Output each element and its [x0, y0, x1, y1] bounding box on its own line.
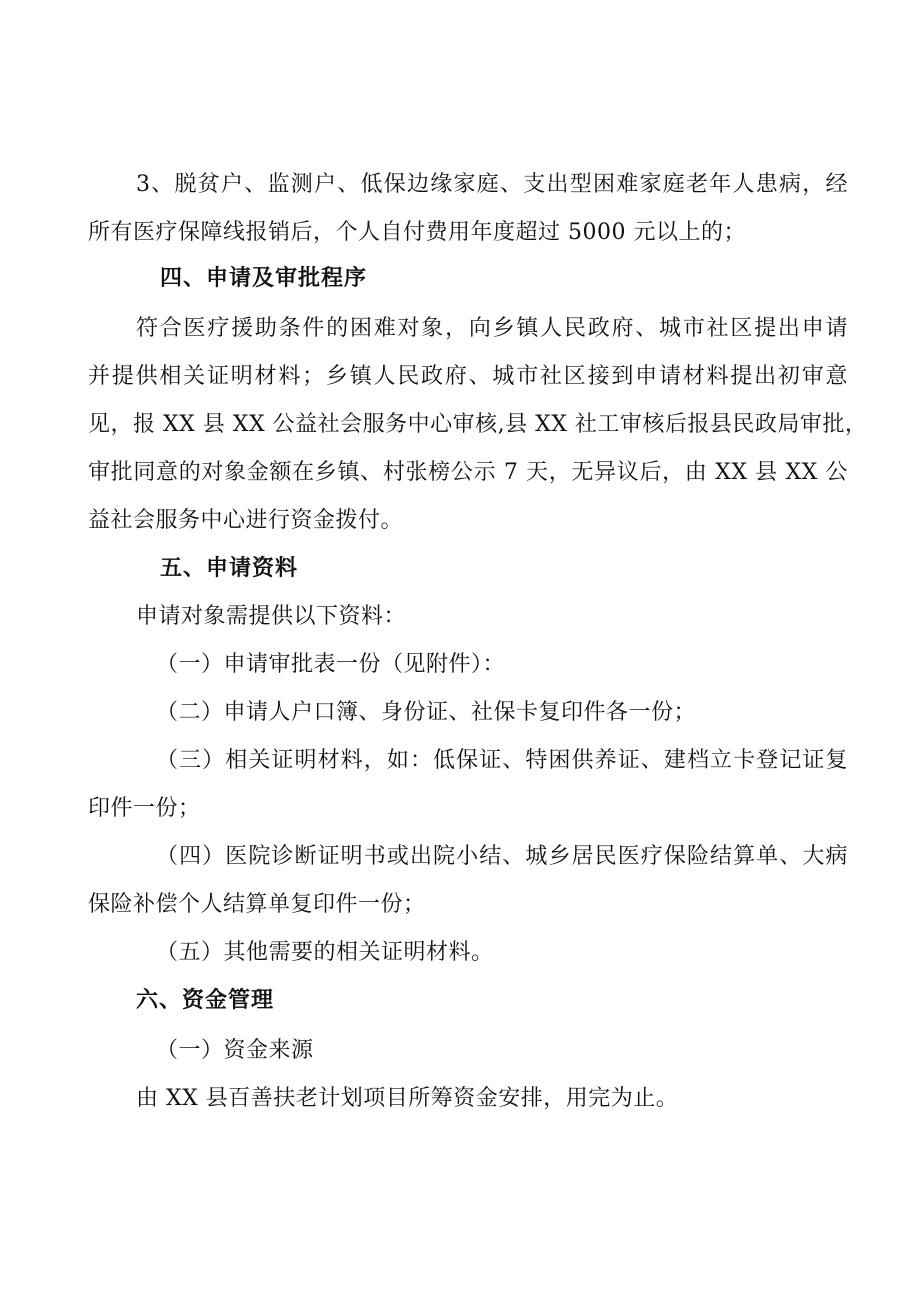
- paragraph-5-intro: 申请对象需提供以下资料：: [136, 604, 407, 629]
- section-heading-4: 四、申请及审批程序: [160, 266, 368, 291]
- list-item-5: （五）其他需要的相关证明材料。: [156, 940, 494, 965]
- section-heading-6: 六、资金管理: [136, 988, 275, 1013]
- paragraph-4-line-3: 见，报 XX 县 XX 公益社会服务中心审核,县 XX 社工审核后报县民政局审批，: [88, 412, 868, 437]
- list-item-3-line-1: （三）相关证明材料，如：低保证、特困供养证、建档立卡登记证复: [156, 748, 848, 773]
- paragraph-4-line-1: 符合医疗援助条件的困难对象，向乡镇人民政府、城市社区提出申请: [136, 316, 848, 341]
- list-item-4-line-1: （四）医院诊断证明书或出院小结、城乡居民医疗保险结算单、大病: [156, 844, 848, 869]
- subsection-funding-source: （一）资金来源: [156, 1038, 314, 1063]
- list-item-4-line-2: 保险补偿个人结算单复印件一份；: [88, 892, 426, 917]
- paragraph-6-line-1: 由 XX 县百善扶老计划项目所筹资金安排，用完为止。: [136, 1086, 679, 1111]
- paragraph-3-line-2: 所有医疗保障线报销后，个人自付费用年度超过 5000 元以上的；: [88, 220, 746, 245]
- paragraph-4-line-2: 并提供相关证明材料；乡镇人民政府、城市社区接到申请材料提出初审意: [88, 364, 848, 389]
- paragraph-3-line-1: 3、脱贫户、监测户、低保边缘家庭、支出型困难家庭老年人患病，经: [136, 172, 848, 197]
- list-item-2: （二）申请人户口簿、身份证、社保卡复印件各一份；: [156, 700, 697, 725]
- section-heading-5: 五、申请资料: [160, 556, 299, 581]
- list-item-1: （一）申请审批表一份（见附件）：: [156, 652, 506, 677]
- paragraph-4-line-5: 益社会服务中心进行资金拨付。: [88, 508, 404, 533]
- list-item-3-line-2: 印件一份；: [88, 796, 201, 821]
- paragraph-4-line-4: 审批同意的对象金额在乡镇、村张榜公示 7 天，无异议后，由 XX 县 XX 公: [88, 460, 848, 485]
